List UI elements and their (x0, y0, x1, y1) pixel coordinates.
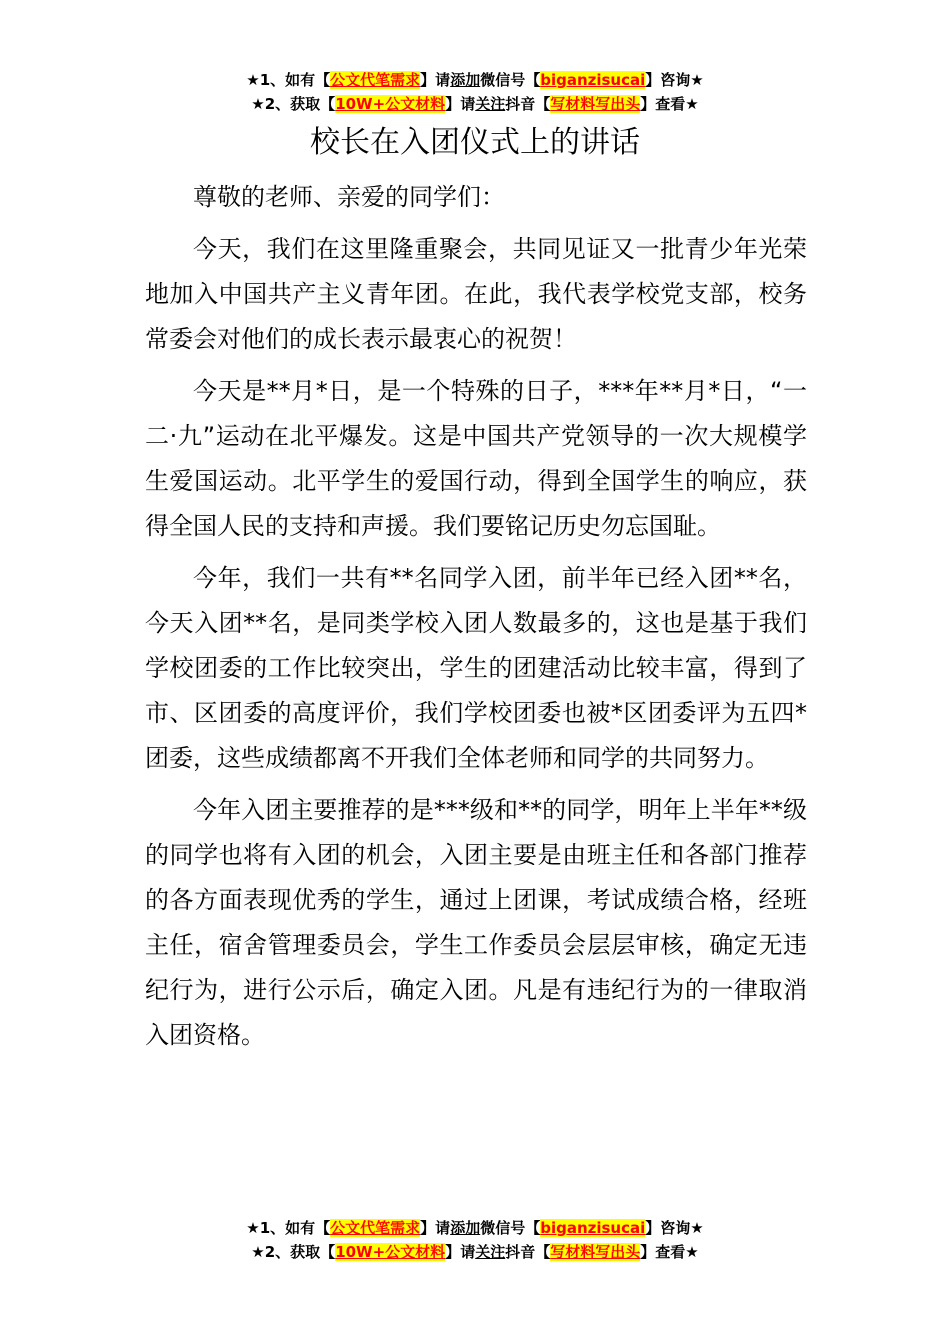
banner-text: 】咨询★ (645, 1219, 704, 1237)
document-title: 校长在入团仪式上的讲话 (310, 125, 640, 160)
banner-text: 】请 (445, 1243, 476, 1261)
banner-highlight: biganzisucai (540, 1219, 646, 1237)
banner-line-2 (0, 92, 950, 116)
banner-text: 】请 (445, 95, 476, 113)
banner-text: 微信号【 (480, 71, 541, 89)
banner-text: ★1、如有【 (246, 1219, 331, 1237)
banner-line-1 (0, 68, 950, 92)
banner-text: 抖音【 (505, 1243, 551, 1261)
document-body (145, 175, 807, 1065)
paragraph: 今天是**月*日，是一个特殊的日子，***年**月*日，“一二·九”运动在北平爆发。这是中国共产党领导的一次大规模学生爱国运动。北平学生的爱国行动，得到全国学生的响应，获得全国人民的支持和声援。我们要铭记历史勿忘国耻。 (145, 377, 807, 540)
banner-highlight: 写材料写出头 (550, 95, 641, 113)
banner-highlight: 公文代笔需求 (330, 1219, 421, 1237)
banner-underlined: 关注 (475, 95, 506, 113)
banner-line-1 (0, 1216, 950, 1240)
banner-text: 】查看★ (640, 1243, 699, 1261)
banner-highlight: 公文代笔需求 (330, 71, 421, 89)
banner-highlight: biganzisucai (540, 71, 646, 89)
banner-text: ★1、如有【 (246, 71, 331, 89)
banner-text: 抖音【 (505, 95, 551, 113)
banner-text: 】请 (420, 1219, 451, 1237)
banner-underlined: 添加 (450, 1219, 481, 1237)
banner-highlight: 写材料写出头 (550, 1243, 641, 1261)
banner-text: 】咨询★ (645, 71, 704, 89)
footer-banner (0, 1216, 950, 1264)
banner-text: 微信号【 (480, 1219, 541, 1237)
salutation: 尊敬的老师、亲爱的同学们： (193, 183, 505, 211)
paragraph: 今年入团主要推荐的是***级和**的同学，明年上半年**级的同学也将有入团的机会，入团主要是由班主任和各部门推荐的各方面表现优秀的学生，通过上团课，考试成绩合格，经班主任，宿舍管理委员会，学生工作委员会层层审核，确定无违纪行为，进行公示后，确定入团。凡是有违纪行为的一律取消入团资格。 (145, 796, 807, 1049)
banner-text: ★2、获取【 (251, 1243, 336, 1261)
banner-text: ★2、获取【 (251, 95, 336, 113)
paragraph: 今天，我们在这里隆重聚会，共同见证又一批青少年光荣地加入中国共产主义青年团。在此，我代表学校党支部，校务常委会对他们的成长表示最衷心的祝贺！ (145, 235, 807, 353)
banner-text: 】请 (420, 71, 451, 89)
banner-underlined: 关注 (475, 1243, 506, 1261)
banner-highlight: 10W+公文材料 (335, 1243, 446, 1261)
banner-underlined: 添加 (450, 71, 481, 89)
banner-highlight: 10W+公文材料 (335, 95, 446, 113)
banner-line-2 (0, 1240, 950, 1264)
header-banner (0, 68, 950, 116)
paragraph: 今年，我们一共有**名同学入团，前半年已经入团**名，今天入团**名，是同类学校入团人数最多的，这也是基于我们学校团委的工作比较突出，学生的团建活动比较丰富，得到了市、区团委的高度评价，我们学校团委也被*区团委评为五四*团委，这些成绩都离不开我们全体老师和同学的共同努力。 (145, 564, 807, 772)
banner-text: 】查看★ (640, 95, 699, 113)
